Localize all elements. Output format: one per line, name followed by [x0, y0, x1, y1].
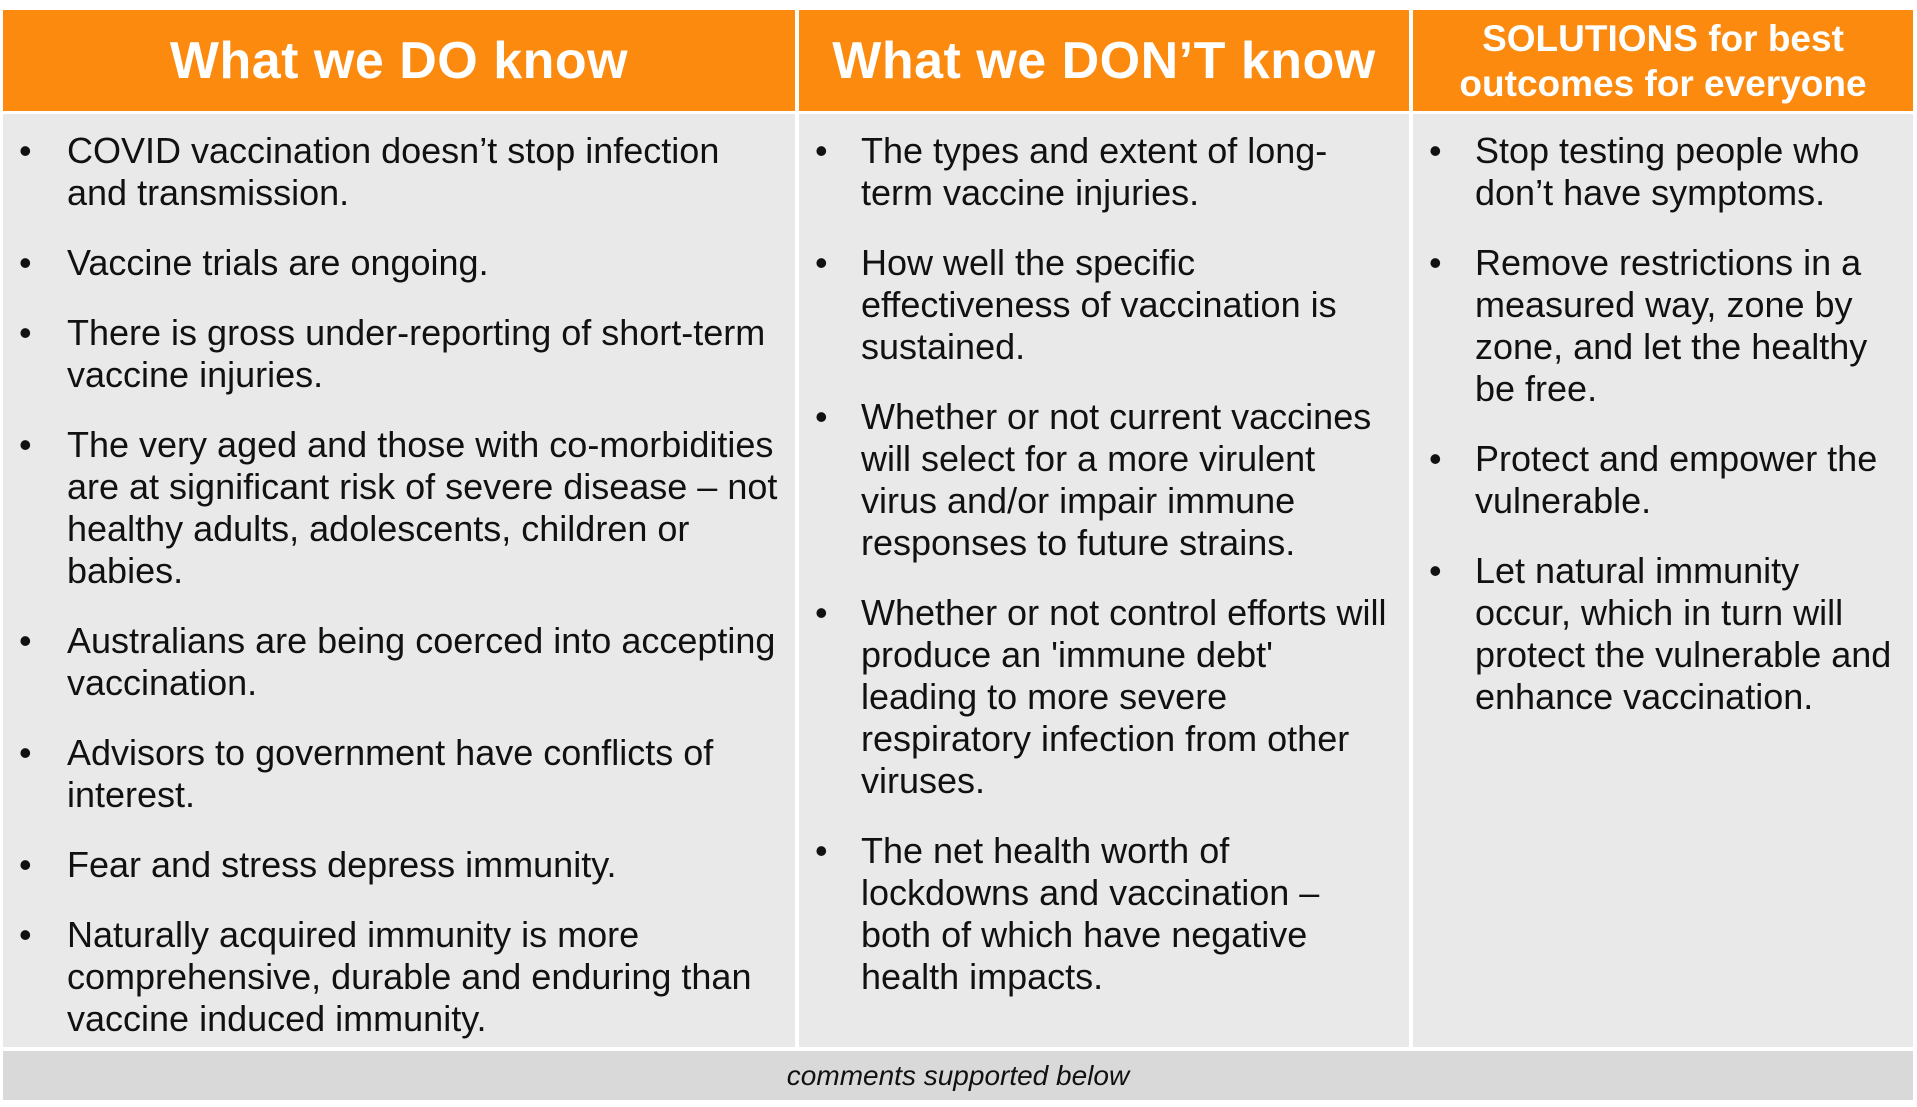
list-item-text: Whether or not control efforts will produce an 'immune debt' leading to more severe respiratory infection from other viruses.	[861, 592, 1387, 801]
column-body-do-know	[3, 114, 795, 1047]
bullet-icon: •	[19, 732, 32, 773]
bullet-icon: •	[1429, 550, 1442, 591]
list-item-text: Protect and empower the vulnerable.	[1475, 438, 1878, 521]
list-item-text: Stop testing people who don’t have symptoms.	[1475, 130, 1860, 213]
list-item	[1423, 550, 1903, 718]
bullet-icon: •	[19, 242, 32, 283]
bullet-list-dont-know	[809, 130, 1399, 998]
column-body-dont-know	[799, 114, 1409, 1047]
bullet-icon: •	[1429, 438, 1442, 479]
list-item	[13, 424, 785, 592]
list-item	[809, 242, 1399, 368]
list-item	[13, 312, 785, 396]
column-header-dont-know: What we DON’T know	[799, 10, 1409, 111]
list-item-text: Naturally acquired immunity is more comprehensive, durable and enduring than vaccine induced immunity.	[67, 914, 752, 1039]
list-item-text: There is gross under-reporting of short-term vaccine injuries.	[67, 312, 766, 395]
bullet-icon: •	[815, 130, 828, 171]
list-item	[13, 914, 785, 1040]
list-item-text: Australians are being coerced into accepting vaccination.	[67, 620, 776, 703]
list-item-text: Fear and stress depress immunity.	[67, 844, 617, 885]
list-item-text: The very aged and those with co-morbidities are at significant risk of severe disease – not healthy adults, adolescents, children or babies.	[67, 424, 778, 591]
list-item-text: Vaccine trials are ongoing.	[67, 242, 489, 283]
list-item	[809, 592, 1399, 802]
list-item-text: The types and extent of long-term vaccine injuries.	[861, 130, 1328, 213]
list-item	[809, 830, 1399, 998]
list-item	[13, 242, 785, 284]
list-item	[1423, 242, 1903, 410]
column-header-solutions: SOLUTIONS for best outcomes for everyone	[1413, 10, 1913, 111]
list-item-text: Remove restrictions in a measured way, zone by zone, and let the healthy be free.	[1475, 242, 1868, 409]
list-item	[809, 396, 1399, 564]
bullet-icon: •	[1429, 130, 1442, 171]
bullet-icon: •	[19, 130, 32, 171]
list-item	[13, 732, 785, 816]
list-item-text: Advisors to government have conflicts of interest.	[67, 732, 714, 815]
bullet-icon: •	[815, 396, 828, 437]
list-item	[13, 130, 785, 214]
list-item-text: COVID vaccination doesn’t stop infection and transmission.	[67, 130, 720, 213]
bullet-icon: •	[815, 592, 828, 633]
bullet-list-solutions	[1423, 130, 1903, 718]
column-body-solutions	[1413, 114, 1913, 1047]
list-item	[1423, 438, 1903, 522]
list-item-text: The net health worth of lockdowns and vaccination – both of which have negative health impacts.	[861, 830, 1320, 997]
footer-note: comments supported below	[3, 1051, 1913, 1100]
list-item	[13, 844, 785, 886]
list-item	[1423, 130, 1903, 214]
bullet-icon: •	[19, 914, 32, 955]
bullet-icon: •	[815, 830, 828, 871]
list-item-text: Let natural immunity occur, which in turn will protect the vulnerable and enhance vaccination.	[1475, 550, 1892, 717]
bullet-icon: •	[19, 844, 32, 885]
list-item-text: Whether or not current vaccines will select for a more virulent virus and/or impair immune responses to future strains.	[861, 396, 1372, 563]
bullet-icon: •	[815, 242, 828, 283]
list-item-text: How well the specific effectiveness of vaccination is sustained.	[861, 242, 1337, 367]
bullet-icon: •	[1429, 242, 1442, 283]
bullet-list-do-know	[13, 130, 785, 1040]
comparison-table	[3, 10, 1913, 1100]
list-item	[13, 620, 785, 704]
list-item	[809, 130, 1399, 214]
bullet-icon: •	[19, 424, 32, 465]
bullet-icon: •	[19, 620, 32, 661]
column-header-do-know: What we DO know	[3, 10, 795, 111]
bullet-icon: •	[19, 312, 32, 353]
